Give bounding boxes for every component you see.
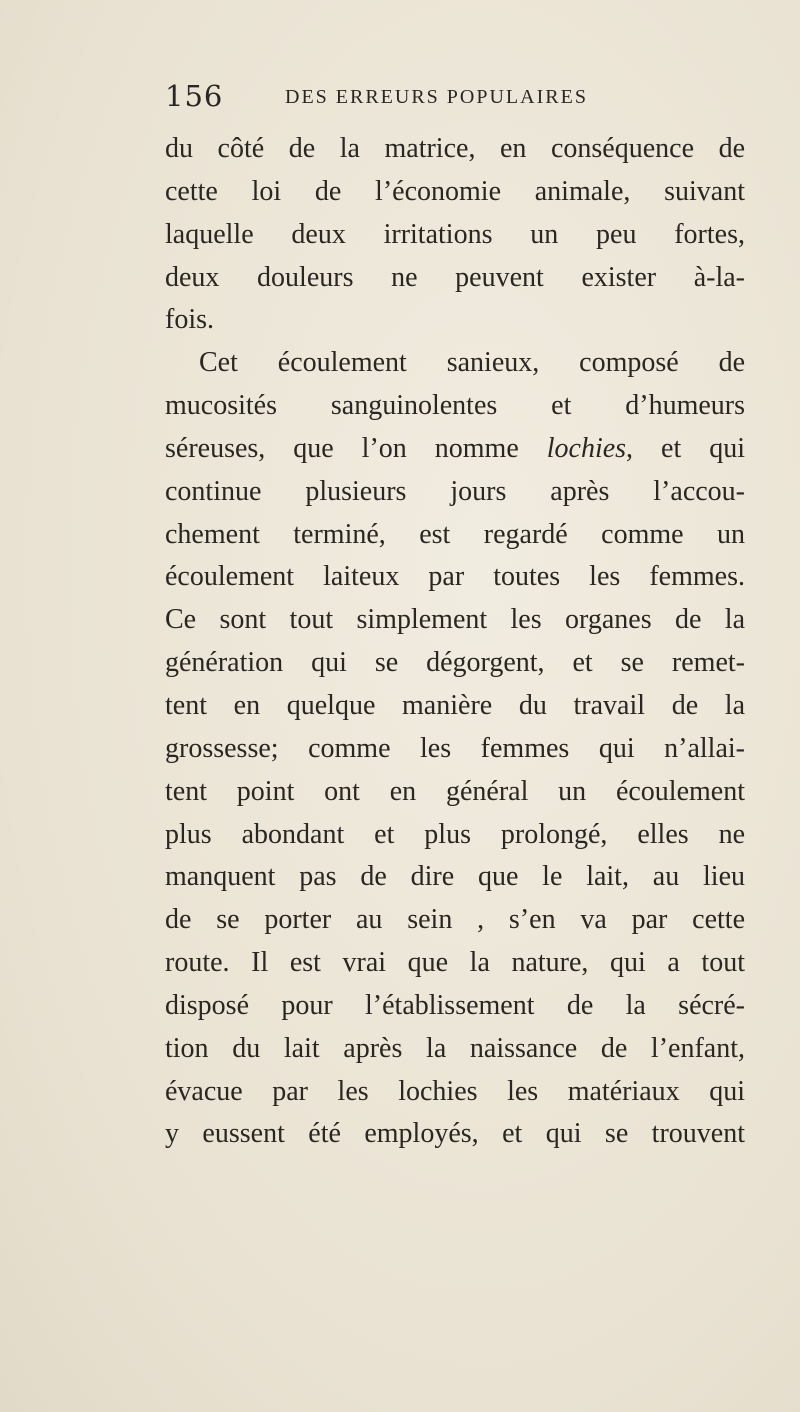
- text-line: de se porter au sein , s’en va par cette: [165, 904, 745, 936]
- text-line: laquelle deux irritations un peu fortes,: [165, 218, 745, 250]
- page-number: 156: [165, 79, 224, 113]
- text-line: cette loi de l’économie animale, suivant: [165, 175, 745, 207]
- text-line: deux douleurs ne peuvent exister à-la-: [165, 261, 745, 293]
- text-line: fois.: [165, 304, 214, 336]
- running-title: DES ERREURS POPULAIRES: [285, 86, 588, 108]
- text-line: mucosités sanguinolentes et d’humeurs: [165, 390, 745, 422]
- text-line: génération qui se dégorgent, et se remet-: [165, 647, 745, 679]
- text-line: manquent pas de dire que le lait, au lieu: [165, 861, 745, 893]
- text-line: [165, 428, 745, 471]
- text-line: plus abondant et plus prolongé, elles ne: [165, 818, 745, 850]
- text-line: du côté de la matrice, en conséquence de: [165, 133, 745, 164]
- text-line: tent point ont en général un écoulement: [165, 775, 745, 807]
- body-text: [165, 128, 745, 1156]
- text-line: tent en quelque manière du travail de la: [165, 689, 745, 721]
- text-line: chement terminé, est regardé comme un: [165, 518, 745, 550]
- text-line: Ce sont tout simplement les organes de la: [165, 604, 745, 636]
- running-head: [165, 76, 725, 116]
- paragraph-start-line: Cet écoulement sanieux, composé de: [199, 347, 745, 379]
- text-line: continue plusieurs jours après l’accou-: [165, 475, 745, 507]
- text-line: route. Il est vrai que la nature, qui a tout: [165, 947, 745, 979]
- italic-term-lochies: lochies: [546, 432, 627, 464]
- text-line: y eussent été employés, et qui se trouvent: [165, 1118, 745, 1150]
- text-segment: séreuses, que l’on nomme: [165, 432, 519, 464]
- text-line: écoulement laiteux par toutes les femmes.: [165, 561, 745, 593]
- text-line: grossesse; comme les femmes qui n’allai-: [165, 732, 745, 764]
- text-line: tion du lait après la naissance de l’enfant,: [165, 1032, 745, 1064]
- text-line: disposé pour l’établissement de la sécré-: [165, 989, 745, 1021]
- text-segment: , et qui: [626, 432, 745, 464]
- text-line: évacue par les lochies les matériaux qui: [165, 1075, 745, 1107]
